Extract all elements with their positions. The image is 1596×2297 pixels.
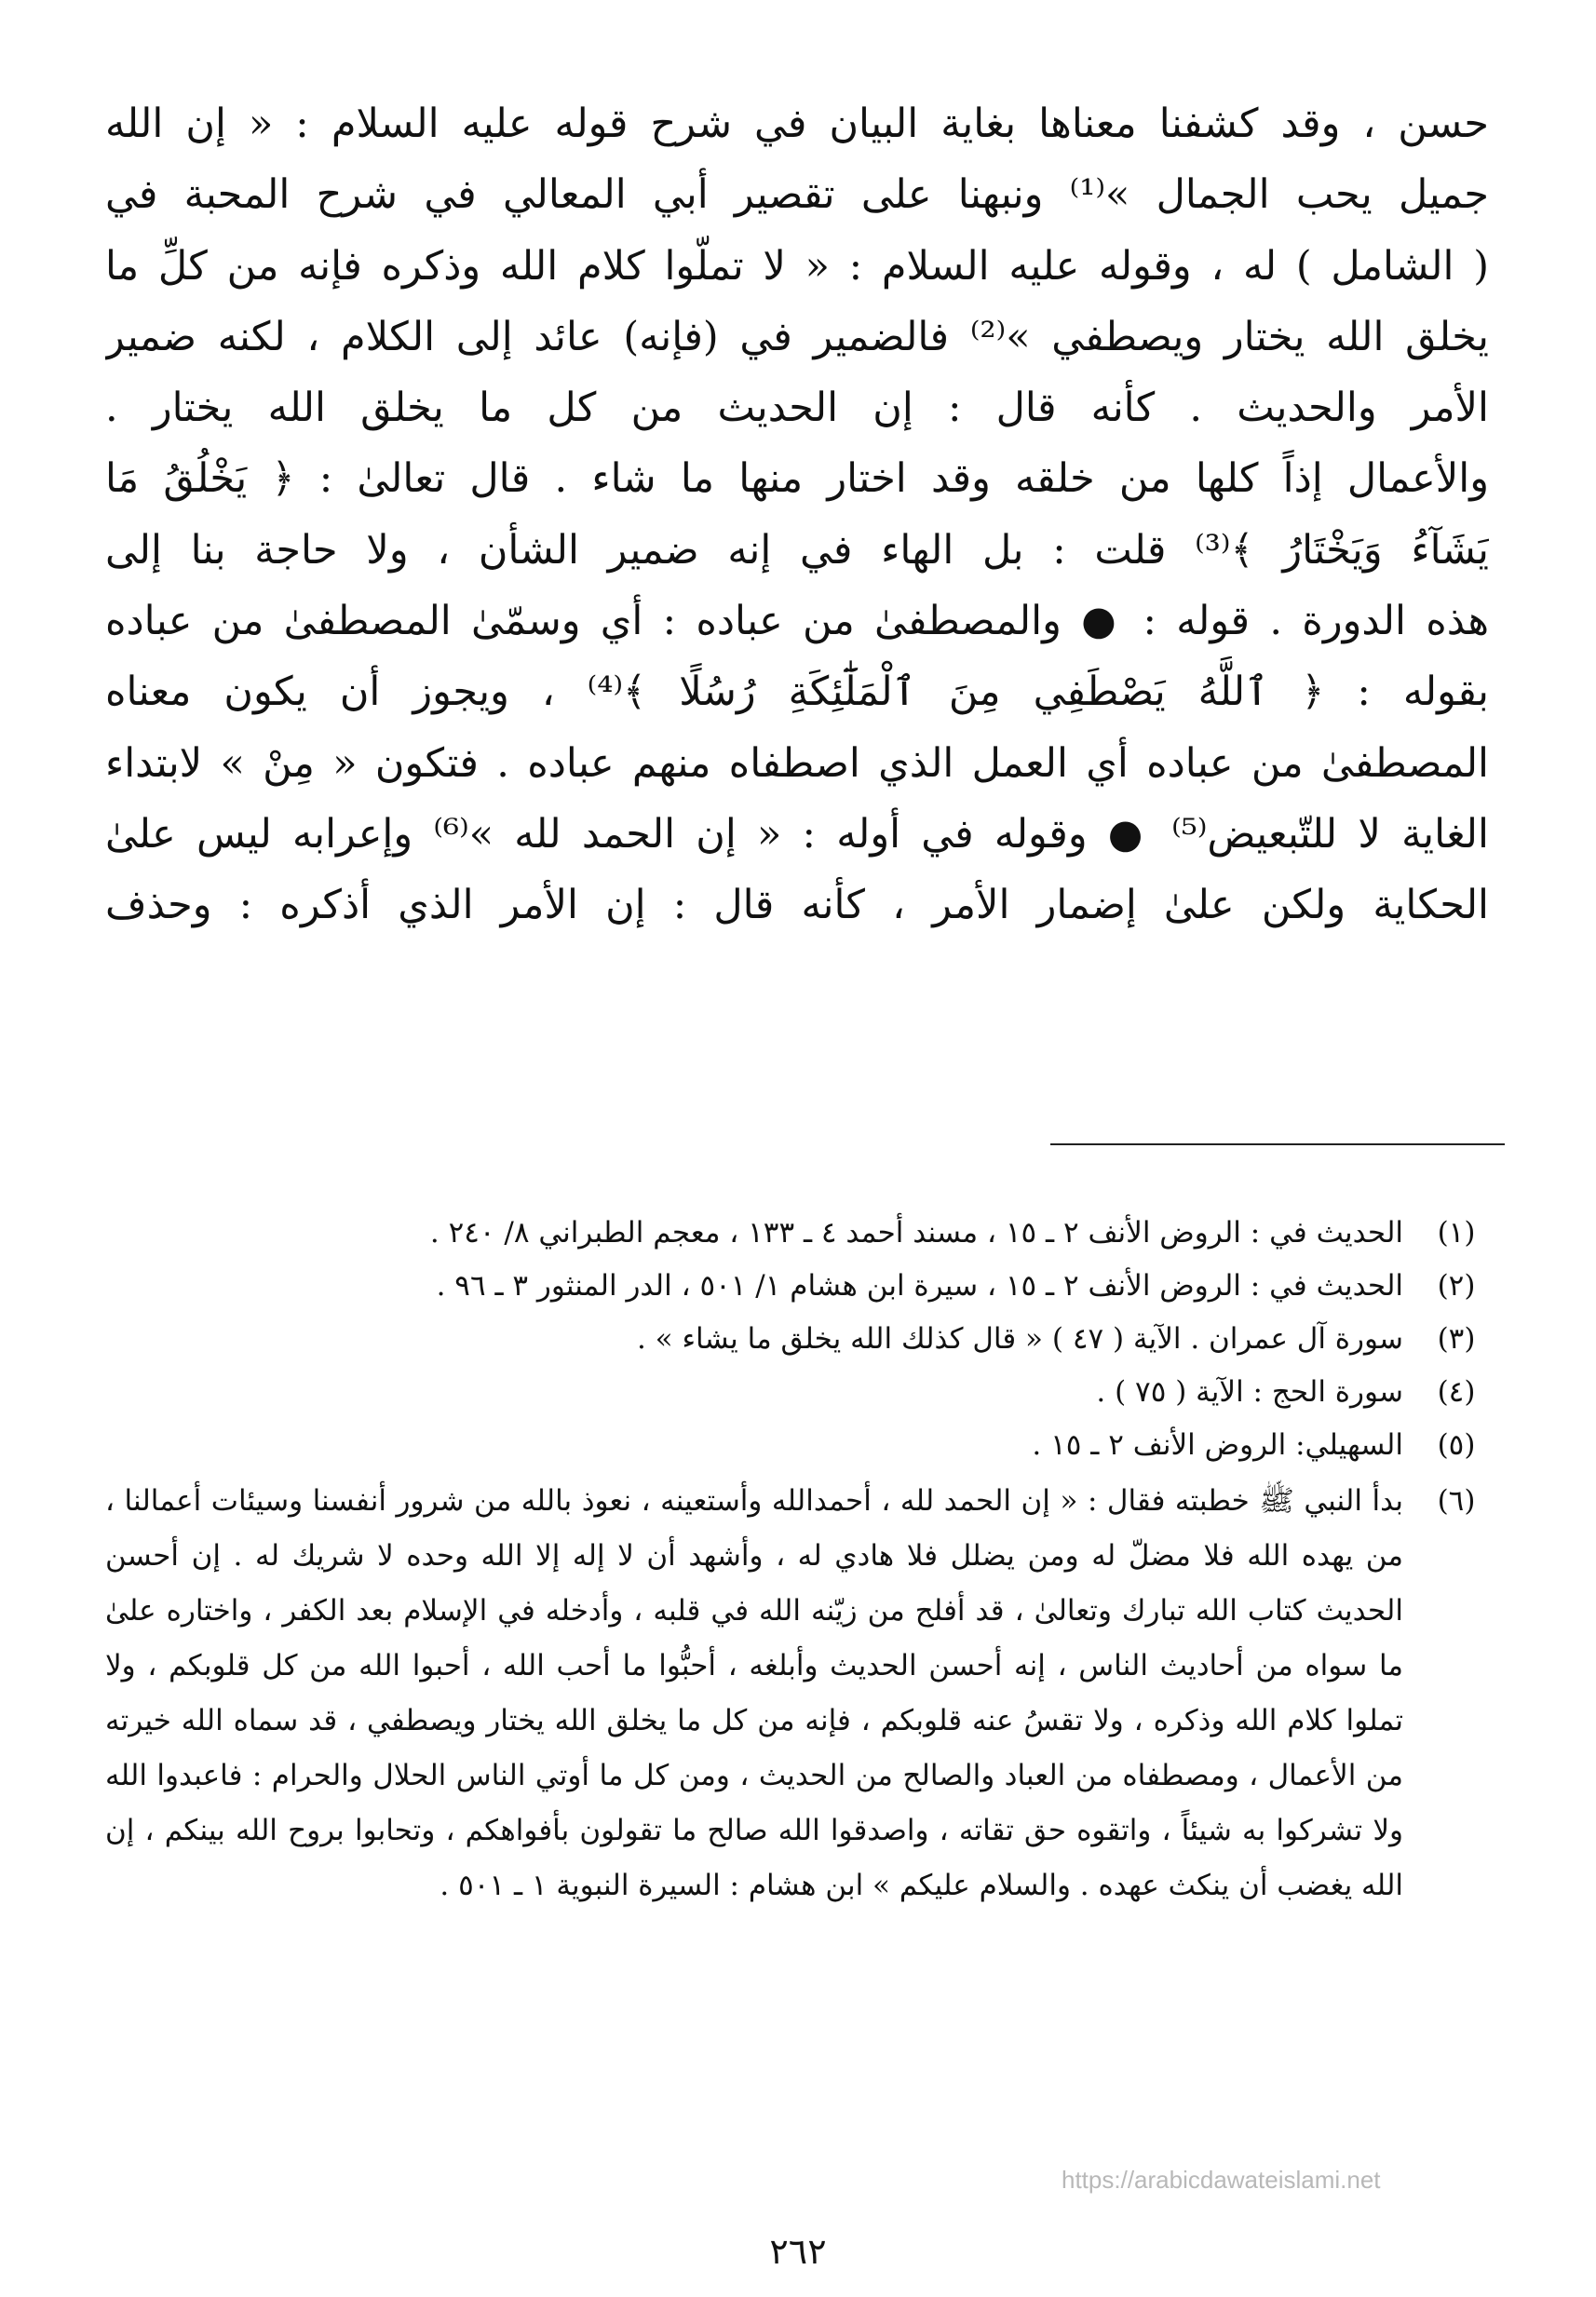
footnote-1 [105, 1209, 1489, 1258]
footnote-number: (٤) [1437, 1375, 1476, 1409]
footnote-number: (٢) [1437, 1269, 1476, 1303]
footnote-text: سورة الحج : الآية ( ٧٥ ) . [1096, 1375, 1403, 1409]
footnote-separator [1050, 1143, 1505, 1145]
watermark-url: https://arabicdawateislami.net [1062, 2166, 1381, 2194]
body-line: ( الشامل ) له ، وقوله عليه السلام : « لا تملّوا كلام الله وذكره فإنه من كلِّ ما [105, 242, 1489, 290]
footnote-text: الحديث في : الروض الأنف ٢ ـ ١٥ ، مسند أحمد ٤ ـ ١٣٣ ، معجم الطبراني ٨/ ٢٤٠ . [429, 1216, 1403, 1250]
footnote-6 [105, 1474, 1489, 1913]
body-line: الأمر والحديث . كأنه قال : إن الحديث من كل ما يخلق الله يختار . [105, 385, 1489, 432]
footnote-text: سورة آل عمران . الآية ( ٤٧ ) « قال كذلك الله يخلق ما يشاء » . [636, 1322, 1403, 1356]
body-line: المصطفىٰ من عباده أي العمل الذي اصطفاه منهم عباده . فتكون « مِنْ » لابتداء [105, 739, 1489, 787]
footnote-number: (٥) [1437, 1428, 1476, 1462]
body-line: الغاية لا للتّبعيض⁽⁵⁾ ● وقوله في أوله : « إن الحمد لله »⁽⁶⁾ وإعرابه ليس علىٰ [105, 810, 1489, 858]
body-line: والأعمال إذاً كلها من خلقه وقد اختار منها ما شاء . قال تعالىٰ : ﴿ يَخْلُقُ مَا [105, 455, 1489, 503]
footnote-text: الحديث في : الروض الأنف ٢ ـ ١٥ ، سيرة ابن هشام ١/ ٥٠١ ، الدر المنثور ٣ ـ ٩٦ . [436, 1269, 1403, 1303]
footnote-text: بدأ النبي ﷺ خطبته فقال : « إن الحمد لله ، أحمدالله وأستعينه ، نعوذ بالله من شرور أنفسنا وسيئات أعمالنا ، من يهده الله فلا مضلّ له ومن يضلل فلا هادي له ، وأشهد أن لا إله إلا الله وحده لا شريك له . إن أحسن الحديث كتاب الله تبارك وتعالىٰ ، قد أفلح من زيّنه الله في قلبه ، وأدخله في الإسلام بعد الكفر ، واختاره علىٰ ما سواه من أحاديث الناس ، إنه أحسن الحديث وأبلغه ، أحبُّوا ما أحب الله ، أحبوا الله من كل قلوبكم ، ولا تملوا كلام الله وذكره ، ولا تقسُ عنه قلوبكم ، فإنه من كل ما يخلق الله يختار ويصطفي ، قد سماه الله خيرته من الأعمال ، ومصطفاه من العباد والصالح من الحديث ، ومن كل ما أوتي الناس الحلال والحرام : فاعبدوا الله ولا تشركوا به شيئاً ، واتقوه حق تقاته ، واصدقوا الله صالح ما تقولون بأفواهكم ، وتحابوا بروح الله بينكم ، إن الله يغضب أن ينكث عهده . والسلام عليكم » ابن هشام : السيرة النبوية ١ ـ ٥٠١ . [105, 1484, 1403, 1902]
body-line: هذه الدورة . قوله : ● والمصطفىٰ من عباده : أي وسمّىٰ المصطفىٰ من عباده [105, 598, 1489, 645]
footnote-2 [105, 1262, 1489, 1311]
footnote-number: (٦) [1437, 1484, 1476, 1518]
main-text-block [105, 88, 1489, 941]
footnote-3 [105, 1315, 1489, 1364]
footnote-text: السهيلي: الروض الأنف ٢ ـ ١٥ . [1032, 1428, 1403, 1462]
body-line: بقوله : ﴿ ٱللَّهُ يَصْطَفِي مِنَ ٱلْمَلَٰٓئِكَةِ رُسُلًا ﴾⁽⁴⁾ ، ويجوز أن يكون معناه [105, 669, 1489, 716]
footnote-4 [105, 1368, 1489, 1417]
body-line: الحكاية ولكن علىٰ إضمار الأمر ، كأنه قال : إن الأمر الذي أذكره : وحذف [105, 882, 1489, 929]
footnote-number: (٣) [1437, 1322, 1476, 1356]
page-number: ٢٦٢ [769, 2231, 827, 2272]
footnote-5 [105, 1421, 1489, 1470]
body-line: يَشَآءُ وَيَخْتَارُ ﴾⁽³⁾ قلت : بل الهاء في إنه ضمير الشأن ، ولا حاجة بنا إلى [105, 526, 1489, 574]
body-line: جميل يحب الجمال »⁽¹⁾ ونبهنا على تقصير أبي المعالي في شرح المحبة في [105, 171, 1489, 219]
footnotes-section [105, 1209, 1489, 1917]
footnote-number: (١) [1437, 1216, 1476, 1250]
body-line: يخلق الله يختار ويصطفي »⁽²⁾ فالضمير في (فإنه) عائد إلى الكلام ، لكنه ضمير [105, 313, 1489, 360]
body-line: حسن ، وقد كشفنا معناها بغاية البيان في شرح قوله عليه السلام : « إن الله [105, 101, 1489, 147]
